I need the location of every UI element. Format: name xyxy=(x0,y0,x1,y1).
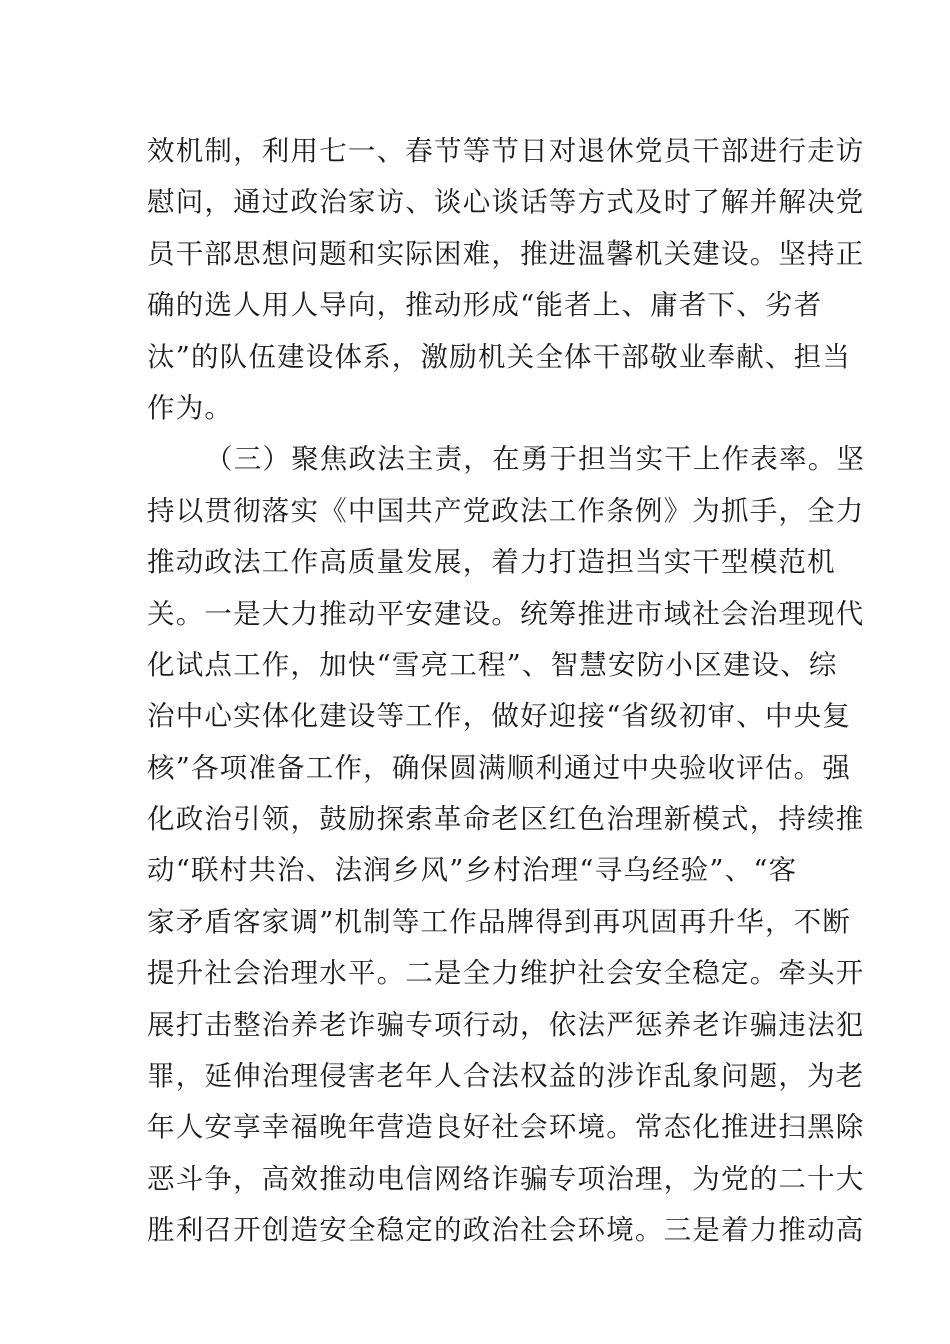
text-line: 推动政法工作高质量发展，着力打造担当实干型模范机 xyxy=(147,546,836,579)
text-line: 展打击整治养老诈骗专项行动，依法严惩养老诈骗违法犯 xyxy=(147,1008,865,1041)
text-line: 员干部思想问题和实际困难，推进温馨机关建设。坚持正 xyxy=(147,237,865,270)
text-line: 动“联村共治、法润乡风”乡村治理“寻乌经验”、“客 xyxy=(147,854,798,887)
section-heading-line: （三）聚焦政法主责，在勇于担当实干上作表率。坚 xyxy=(205,443,866,476)
text-line: 慰问，通过政治家访、谈心谈话等方式及时了解并解决党 xyxy=(147,186,865,219)
text-line: 作为。 xyxy=(147,391,234,424)
text-line: 胜利召开创造安全稳定的政治社会环境。三是着力推动高 xyxy=(147,1214,865,1247)
text-line: 罪，延伸治理侵害老年人合法权益的涉诈乱象问题，为老 xyxy=(147,1060,865,1093)
text-line: 汰”的队伍建设体系，激励机关全体干部敬业奉献、担当 xyxy=(147,340,852,373)
text-line: 恶斗争，高效推动电信网络诈骗专项治理，为党的二十大 xyxy=(147,1162,865,1195)
text-line: 关。一是大力推动平安建设。统筹推进市域社会治理现代 xyxy=(147,597,865,630)
text-line: 提升社会治理水平。二是全力维护社会安全稳定。牵头开 xyxy=(147,957,865,990)
text-line: 确的选人用人导向，推动形成“能者上、庸者下、劣者 xyxy=(147,289,823,322)
text-line: 家矛盾客家调”机制等工作品牌得到再巩固再升华，不断 xyxy=(147,905,852,938)
text-line: 化试点工作，加快“雪亮工程”、智慧安防小区建设、综 xyxy=(147,648,838,681)
text-line: 效机制，利用七一、春节等节日对退休党员干部进行走访 xyxy=(147,135,865,167)
text-line: 核”各项准备工作，确保圆满顺利通过中央验收评估。强 xyxy=(147,751,852,784)
text-line: 年人安享幸福晚年营造良好社会环境。常态化推进扫黑除 xyxy=(147,1111,865,1144)
text-line: 持以贯彻落实《中国共产党政法工作条例》为抓手，全力 xyxy=(147,494,865,527)
text-line: 化政治引领，鼓励探索革命老区红色治理新模式，持续推 xyxy=(147,803,865,836)
body-text xyxy=(147,126,866,1257)
text-line: 治中心实体化建设等工作，做好迎接“省级初审、中央复 xyxy=(147,700,852,733)
